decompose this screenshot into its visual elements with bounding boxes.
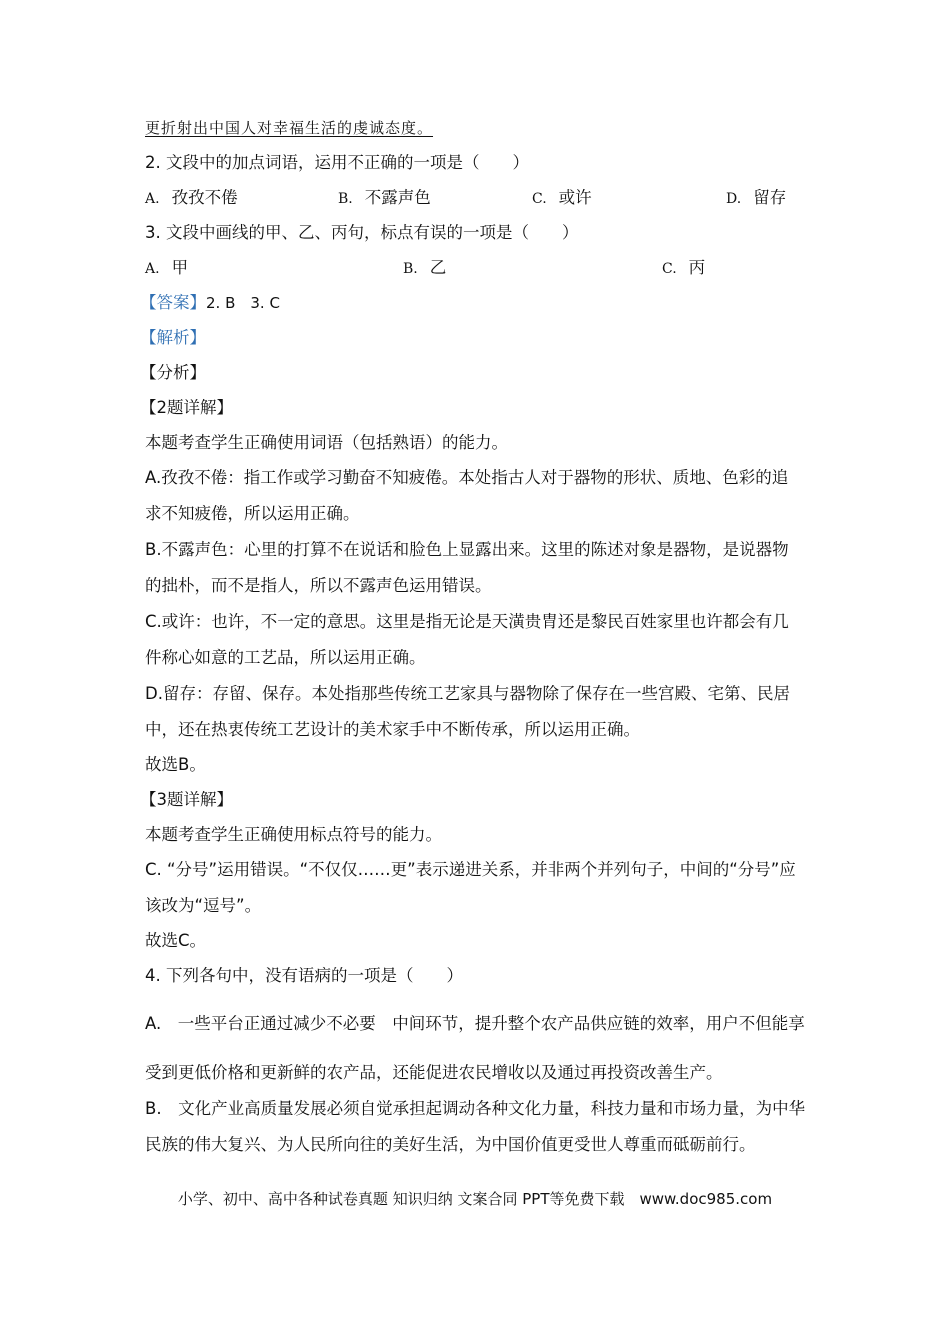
- analysis-label: 【解析】: [140, 328, 206, 347]
- answer-value: 2. B 3. C: [206, 294, 280, 312]
- q2-stem: 2. 文段中的加点词语，运用不正确的一项是（ ）: [145, 153, 529, 172]
- detail3-line: 故选C。: [145, 931, 207, 950]
- detail3-title: 【3题详解】: [140, 790, 233, 809]
- detail3-line: C. “分号”运用错误。“不仅仅……更”表示递进关系，并非两个并列句子，中间的“分号”应: [145, 860, 796, 879]
- intro-line: 更折射出中国人对幸福生活的虔诚态度。: [145, 119, 434, 137]
- q4-option-b-line: B. 文化产业高质量发展必须自觉承担起调动各种文化力量，科技力量和市场力量，为中华: [145, 1099, 806, 1118]
- q3-option-a: A. 甲: [145, 258, 189, 277]
- q3-stem: 3. 文段中画线的甲、乙、丙句，标点有误的一项是（ ）: [145, 223, 579, 242]
- detail2-line: 件称心如意的工艺品，所以运用正确。: [145, 648, 426, 667]
- footer-text: 小学、初中、高中各种试卷真题 知识归纳 文案合同 PPT等免费下载 www.doc985.com: [177, 1190, 773, 1208]
- detail2-line: B.不露声色：心里的打算不在说话和脸色上显露出来。这里的陈述对象是器物，是说器物: [145, 540, 789, 559]
- q2-option-c: C. 或许: [532, 188, 592, 207]
- answer-line: [140, 293, 280, 313]
- q2-option-a: A. 孜孜不倦: [145, 188, 238, 207]
- q4-option-a-line: A. 一些平台正通过减少不必要 中间环节，提升整个农产品供应链的效率，用户不但能享: [145, 1014, 805, 1033]
- q4-option-b-line: 民族的伟大复兴、为人民所向往的美好生活，为中国价值更受世人尊重而砥砺前行。: [145, 1135, 756, 1154]
- q4-option-a-line: 受到更低价格和更新鲜的农产品，还能促进农民增收以及通过再投资改善生产。: [145, 1063, 723, 1082]
- detail2-title: 【2题详解】: [140, 398, 233, 417]
- detail2-line: 故选B。: [145, 755, 206, 774]
- fenxi-label: 【分析】: [140, 363, 206, 382]
- q3-option-c: C. 丙: [662, 258, 706, 277]
- q2-option-d: D. 留存: [726, 188, 787, 207]
- answer-label: 【答案】: [140, 293, 206, 312]
- detail2-line: C.或许：也许，不一定的意思。这里是指无论是天潢贵胄还是黎民百姓家里也许都会有几: [145, 612, 789, 631]
- q3-option-b: B. 乙: [403, 258, 447, 277]
- detail2-line: 的拙朴，而不是指人，所以不露声色运用错误。: [145, 576, 492, 595]
- detail2-line: 本题考查学生正确使用词语（包括熟语）的能力。: [145, 433, 508, 452]
- detail2-line: 中，还在热衷传统工艺设计的美术家手中不断传承，所以运用正确。: [145, 720, 640, 739]
- detail3-line: 本题考查学生正确使用标点符号的能力。: [145, 825, 442, 844]
- detail2-line: D.留存：存留、保存。本处指那些传统工艺家具与器物除了保存在一些宫殿、宅第、民居: [145, 684, 790, 703]
- q2-option-b: B. 不露声色: [338, 188, 431, 207]
- detail3-line: 该改为“逗号”。: [145, 896, 262, 915]
- detail2-line: 求不知疲倦，所以运用正确。: [145, 504, 360, 523]
- q4-stem: 4. 下列各句中，没有语病的一项是（ ）: [145, 966, 463, 985]
- detail2-line: A.孜孜不倦：指工作或学习勤奋不知疲倦。本处指古人对于器物的形状、质地、色彩的追: [145, 468, 789, 487]
